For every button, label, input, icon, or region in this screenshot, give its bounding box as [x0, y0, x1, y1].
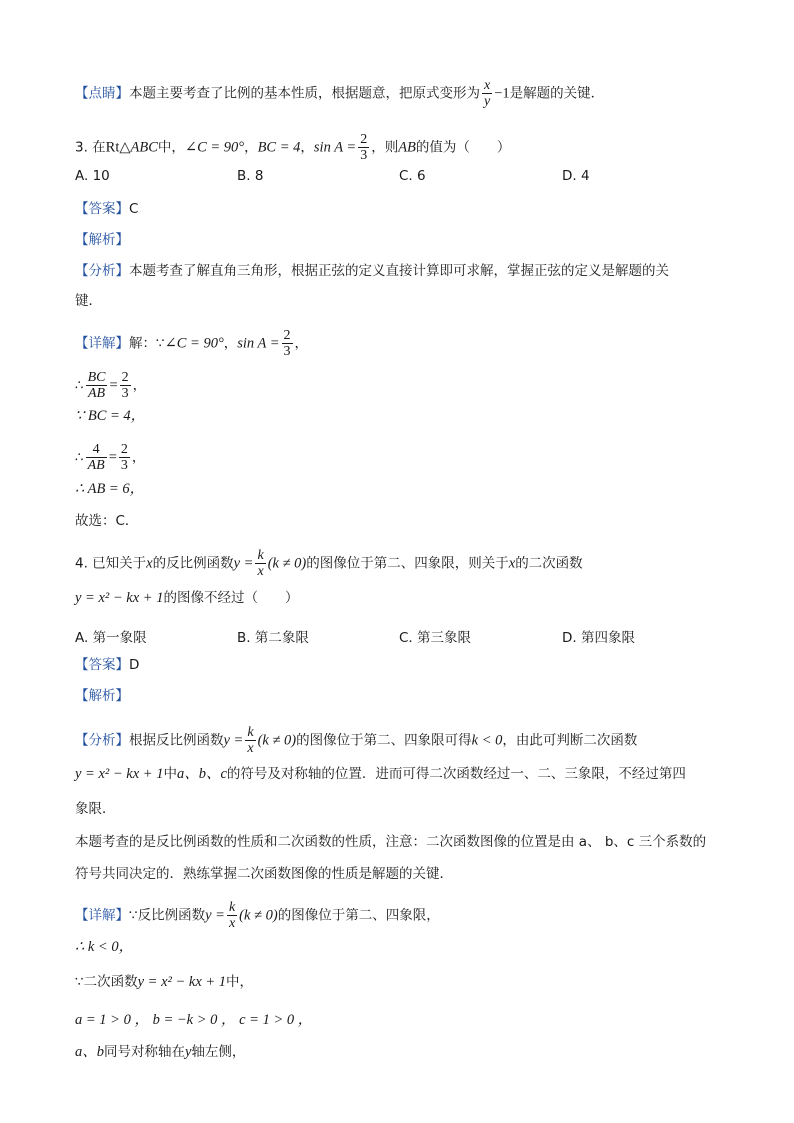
q3-fenxi-line1: 本题考查了解直角三角形，根据正弦的定义直接计算即可求解，掌握正弦的定义是解题的关	[129, 263, 669, 279]
q4-option-d: D. 第四象限	[562, 630, 635, 646]
q4-detail-y: y =	[205, 907, 225, 924]
q3-detail-tag: 【详解】	[75, 335, 129, 352]
q4-stem	[75, 548, 583, 579]
q4-step4-a: 同号对称轴在	[104, 1044, 185, 1060]
q4-x2: x	[508, 555, 516, 572]
q3-fenxi	[75, 262, 669, 280]
q4-step4-ab: a、b	[75, 1044, 104, 1060]
q3-step3-end: ，	[131, 449, 146, 466]
review-fraction	[482, 78, 492, 109]
q3-answer-value: C	[129, 201, 139, 217]
q4-line2-tail: 的图像不经过（ ）	[163, 590, 299, 606]
review-text-b: 是解题的关键．	[509, 85, 605, 102]
q3-rt: Rt	[105, 139, 120, 156]
q3-fenxi-cont	[75, 292, 102, 310]
q3-step3-eq: =	[108, 449, 117, 466]
review-tag: 【点睛】	[75, 85, 129, 102]
q3-option-d: D. 4	[562, 168, 590, 184]
q3-option-c: C. 6	[399, 168, 426, 184]
q3-triangle: △ABC	[119, 139, 158, 156]
q4-fenxi-k: k < 0	[471, 732, 503, 749]
q3-step1-lfrac	[86, 370, 108, 401]
review-minus-one: −1	[494, 85, 510, 102]
q4-step2-a: ∵二次函数	[75, 974, 138, 990]
q4-fenxi2-abc: a、b、c	[176, 766, 227, 782]
q4-detail-cond: (k ≠ 0)	[239, 907, 278, 924]
q4-detail	[75, 900, 440, 931]
q4-step2-expr: y = x² − kx + 1	[137, 974, 227, 990]
q3-step1-therefore: ∴	[75, 377, 84, 394]
q3-step3-num: 4	[92, 442, 100, 457]
q4-y-eq: y =	[233, 555, 254, 572]
q4-line2-expr: y = x² − kx + 1	[75, 590, 164, 606]
q4-fraction	[255, 548, 265, 579]
q3-zhong: 中，	[157, 139, 185, 156]
q3-bc: BC = 4	[257, 139, 301, 156]
q3-step1-rfrac	[120, 370, 131, 401]
q4-mid3: 的二次函数	[515, 555, 583, 572]
q3-step3-den: AB	[87, 458, 105, 473]
q4-fenxi-c: ，由此可判断二次函数	[502, 732, 638, 749]
q3-step3-lfrac	[86, 442, 107, 473]
review-text-a: 本题主要考查了比例的基本性质，根据题意，把原式变形为	[129, 85, 480, 102]
q3-tail-a: ，则	[371, 139, 399, 156]
q4-fenxi-fraction	[245, 725, 255, 756]
q3-frac-num: 2	[360, 132, 368, 147]
q3-detail-frac-num: 2	[283, 328, 291, 343]
q3-tail-b: 的值为（ ）	[415, 139, 511, 156]
q4-step2-b: 中，	[226, 974, 254, 990]
q4-fenxi-line3: 象限．	[75, 801, 116, 817]
q4-x1: x	[146, 555, 153, 572]
q4-fenxi-num: k	[247, 725, 254, 740]
q4-fenxi2-b: 的符号及对称轴的位置．进而可得二次函数经过一、二、三象限，不经过第四	[226, 766, 686, 782]
q4-option-b: B. 第二象限	[237, 630, 309, 646]
q4-detail-a: ∵反比例函数	[129, 907, 206, 924]
q4-fenxi-a: 根据反比例函数	[129, 732, 224, 749]
q4-detail-num: k	[228, 900, 236, 915]
q4-step4-b: 轴左侧，	[191, 1044, 246, 1060]
q3-detail-angle: ∠C = 90°	[164, 335, 224, 352]
q3-option-b: B. 8	[237, 168, 264, 184]
q3-step3-rden: 3	[120, 458, 128, 473]
q3-step1-rden: 3	[121, 386, 129, 401]
q4-fenxi2-a: 中	[163, 766, 177, 782]
q3-analysis-tag	[75, 231, 129, 249]
q4-fenxi-b: 的图像位于第二、四象限可得	[296, 732, 472, 749]
q4-fenxi-line2	[75, 765, 686, 783]
q4-analysis-tag	[75, 687, 129, 705]
q3-answer-tag: 【答案】	[75, 201, 129, 217]
q3-detail-fraction	[282, 328, 293, 359]
q3-angle: ∠C = 90°	[184, 139, 245, 156]
q3-step2: ∵ BC = 4，	[75, 408, 146, 424]
q3-ab: AB	[398, 139, 416, 156]
q3-fraction	[358, 132, 369, 163]
q3-step3-therefore: ∴	[75, 449, 84, 466]
q3-detail-end: ，	[294, 335, 309, 352]
review-line	[75, 78, 604, 109]
q4-detail-tag: 【详解】	[75, 907, 129, 924]
review-frac-num: x	[484, 78, 491, 93]
q4-step3: a = 1 > 0 ， b = −k > 0 ， c = 1 > 0 ，	[75, 1012, 313, 1028]
q4-step1: ∴ k < 0，	[75, 939, 134, 955]
q3-sep2: ，	[300, 139, 314, 156]
q4-fenxi-tag: 【分析】	[75, 732, 129, 749]
q3-analysis-label: 【解析】	[75, 232, 129, 248]
q4-step4-y: y	[185, 1044, 192, 1060]
q4-detail-b: 的图像位于第二、四象限，	[277, 907, 440, 924]
q3-answer	[75, 200, 138, 218]
q3-detail-a: 解：∵	[129, 335, 165, 352]
q4-mid1: 的反比例函数	[152, 555, 234, 572]
q3-lead: 3. 在	[75, 139, 106, 156]
q4-detail-fraction	[227, 900, 237, 931]
q3-step1-eq: =	[109, 377, 118, 394]
q4-note-line2: 符号共同决定的．熟练掌握二次函数图像的性质是解题的关键．	[75, 866, 453, 882]
q3-step1-den: AB	[86, 385, 108, 401]
q4-detail-den: x	[228, 916, 236, 931]
q3-option-a: A. 10	[75, 168, 110, 184]
q4-answer-tag: 【答案】	[75, 657, 129, 673]
q4-fenxi-cond: (k ≠ 0)	[257, 732, 297, 749]
q4-mid2: 的图像位于第二、四象限，则关于	[306, 555, 509, 572]
q4-answer	[75, 656, 139, 674]
q4-fenxi-den: x	[247, 741, 254, 756]
q3-step1-num: BC	[87, 370, 106, 385]
q3-sin: sin A =	[313, 139, 357, 156]
q3-step1-rnum: 2	[121, 370, 129, 385]
q4-option-a: A. 第一象限	[75, 630, 147, 646]
q3-sep1: ，	[244, 139, 258, 156]
q4-cond: (k ≠ 0)	[267, 555, 307, 572]
q4-fenxi2-expr: y = x² − kx + 1	[75, 766, 164, 782]
q4-fenxi-y: y =	[223, 732, 244, 749]
q4-step2	[75, 973, 253, 991]
q3-detail-frac-den: 3	[283, 344, 291, 359]
q3-choose: 故选：C．	[75, 513, 139, 529]
q3-frac-den: 3	[360, 148, 368, 163]
q4-fenxi	[75, 725, 637, 756]
q3-detail	[75, 328, 308, 359]
q3-step3-rfrac	[119, 442, 130, 473]
q3-fenxi-line2: 键．	[75, 293, 102, 309]
q4-stem-line2	[75, 589, 298, 607]
q4-step4	[75, 1043, 245, 1061]
q4-analysis-label: 【解析】	[75, 688, 129, 704]
q4-option-c: C. 第三象限	[399, 630, 472, 646]
q3-step3	[75, 442, 145, 473]
q3-fenxi-tag: 【分析】	[75, 263, 129, 279]
q3-step3-rnum: 2	[120, 442, 128, 457]
q4-frac-den: x	[257, 564, 264, 579]
q3-stem	[75, 132, 510, 163]
q3-step1	[75, 370, 146, 401]
q4-lead: 4. 已知关于	[75, 555, 147, 572]
q4-frac-num: k	[257, 548, 264, 563]
q4-answer-value: D	[129, 657, 140, 673]
q4-note-line1: 本题考查的是反比例函数的性质和二次函数的性质，注意：二次函数图像的位置是由 a、 b、c 三个系数的	[75, 834, 707, 850]
q3-step1-end: ，	[132, 377, 147, 394]
review-frac-den: y	[484, 94, 491, 109]
q3-detail-sin: sin A =	[237, 335, 280, 352]
q3-detail-sep: ，	[223, 335, 238, 352]
q3-step4: ∴ AB = 6，	[75, 481, 145, 497]
